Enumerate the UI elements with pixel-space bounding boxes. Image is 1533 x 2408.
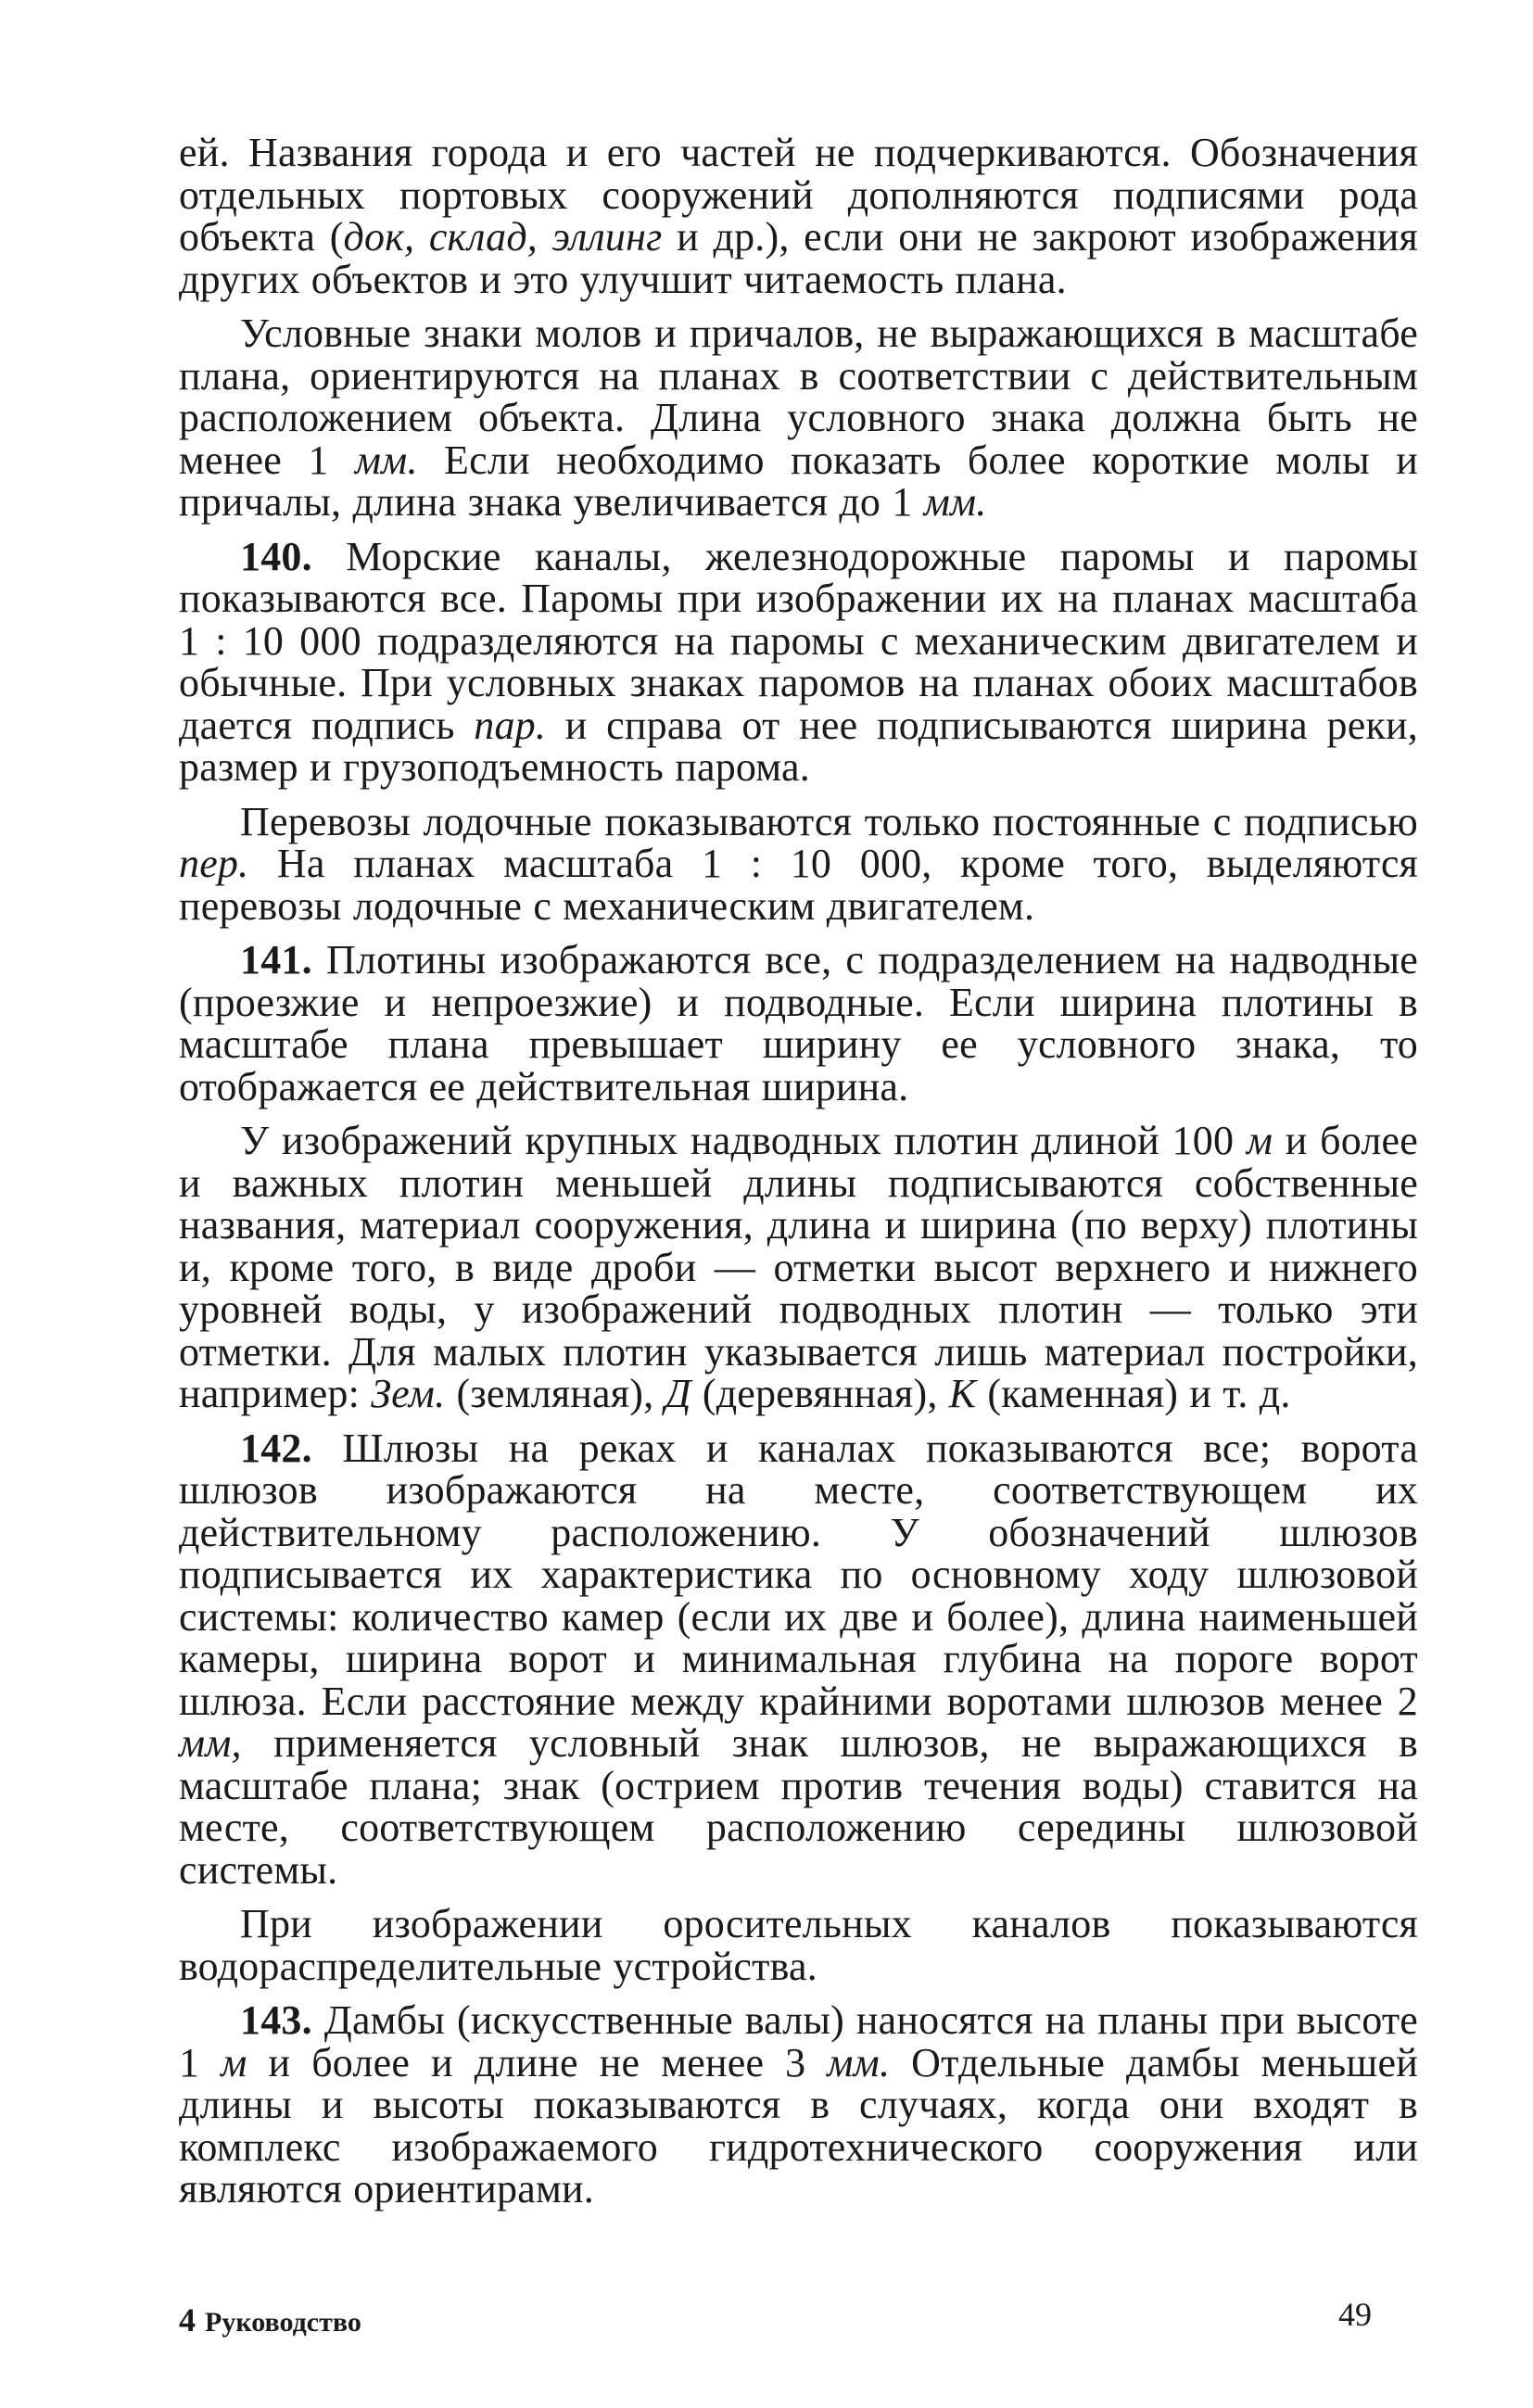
text-run: Плотины изображаются все, с подразделением на надводные (проезжие и непроезжие) и подводные. Если ширина плотины в масштабе плана превышает ширину ее условного знака, то отображается ее действительная ширина. <box>179 937 1418 1109</box>
text-run: Если необходимо показать более короткие молы и причалы, длина знака увеличивается до 1 <box>179 437 1418 525</box>
page-footer <box>179 2296 1418 2341</box>
text-run: и справа от нее подписываются ширина реки, размер и грузоподъемность парома. <box>179 702 1418 790</box>
paragraph-ferries <box>179 798 1418 929</box>
text-run: Шлюзы на реках и каналах показываются все; ворота шлюзов изображаются на месте, соответствующем их действительному расположению. У обозначений шлюзов подписывается их характеристика по основному ходу шлюзовой системы: количество камер (если их две и более), длина наименьшей камеры, ширина ворот и минимальная глубина на пороге ворот шлюза. Если расстояние между крайними воротами шлюзов менее 2 <box>179 1425 1418 1724</box>
italic-run: док, склад, эллинг <box>343 214 663 260</box>
text-run: (деревянная), <box>690 1371 949 1416</box>
text-run: (каменная) и т. д. <box>976 1371 1291 1416</box>
paragraph-continuation <box>179 132 1418 300</box>
page-number: 49 <box>1338 2296 1372 2333</box>
italic-run: мм. <box>354 437 418 483</box>
italic-run: К <box>948 1371 977 1416</box>
text-run: Условные знаки молов и причалов, не выражающихся в масштабе плана, ориентируются на планах в соответствии с действительным расположением объекта. Длина условного знака должна быть не менее 1 <box>179 311 1418 483</box>
section-number: 143. <box>240 1997 312 2043</box>
paragraph-142 <box>179 1427 1418 1892</box>
italic-run: пар. <box>474 702 547 748</box>
text-run: и более и длине не менее 3 <box>247 2039 828 2085</box>
paragraph-143 <box>179 1999 1418 2211</box>
signature-number: 4 <box>179 2301 196 2338</box>
italic-run: пер. <box>179 841 249 886</box>
italic-run: мм. <box>923 479 987 525</box>
section-number: 140. <box>240 533 312 579</box>
section-number: 142. <box>240 1425 312 1471</box>
italic-run: м <box>1246 1118 1273 1163</box>
text-run: Перевозы лодочные показываются только постоянные с подписью <box>240 798 1418 844</box>
text-run: Дамбы (искусственные валы) наносятся на планы при высоте 1 <box>179 1997 1418 2085</box>
text-run: Отдельные дамбы меньшей длины и высоты показываются в случаях, когда они входят в комплекс изображаемого гидротехнического сооружения или являются ориентирами. <box>179 2039 1418 2212</box>
text-run: На планах масштаба 1 : 10 000, кроме того, выделяются перевозы лодочные с механическим двигателем. <box>179 841 1418 929</box>
paragraph-irrigation <box>179 1903 1418 1987</box>
italic-run: мм. <box>827 2039 891 2085</box>
italic-run: Д <box>665 1371 691 1416</box>
text-run: Морские каналы, железнодорожные паромы и паромы показываются все. Паромы при изображении их на планах масштаба 1 : 10 000 подразделяются на паромы с механическим двигателем и обычные. При условных знаках паромов на планах обоих масштабов дается подпись <box>179 533 1418 748</box>
text-run: и более и важных плотин меньшей длины подписываются собственные названия, материал сооружения, длина и ширина (по верху) плотины и, кроме того, в виде дроби — отметки высот верхнего и нижнего уровней воды, у изображений подводных плотин — только эти отметки. Для малых плотин указывается лишь материал постройки, например: <box>179 1118 1418 1416</box>
page-body <box>179 132 1418 2223</box>
italic-run: мм, <box>179 1720 242 1766</box>
text-run: У изображений крупных надводных плотин длиной 100 <box>240 1118 1247 1163</box>
paragraph-140 <box>179 533 1418 790</box>
text-run: (земляная), <box>445 1371 665 1416</box>
italic-run: м <box>221 2039 247 2085</box>
section-number: 141. <box>240 937 312 982</box>
italic-run: Зем. <box>371 1371 446 1416</box>
text-run: и др.), если они не закроют изображения других объектов и это улучшит читаемость плана. <box>179 214 1418 302</box>
paragraph-141 <box>179 939 1418 1108</box>
text-run: ей. Названия города и его частей не подчеркиваются. Обозначения отдельных портовых сооружений дополняются подписями рода объекта ( <box>179 130 1418 260</box>
paragraph-dams <box>179 1120 1418 1415</box>
printer-signature <box>179 2300 361 2339</box>
signature-label: Руководство <box>205 2307 361 2338</box>
text-run: применяется условный знак шлюзов, не выражающихся в масштабе плана; знак (острием против течения воды) ставится на месте, соответствующем расположению середины шлюзовой системы. <box>179 1720 1418 1893</box>
text-run: При изображении оросительных каналов показываются водораспределительные устройства. <box>179 1901 1418 1989</box>
paragraph-moles <box>179 312 1418 524</box>
